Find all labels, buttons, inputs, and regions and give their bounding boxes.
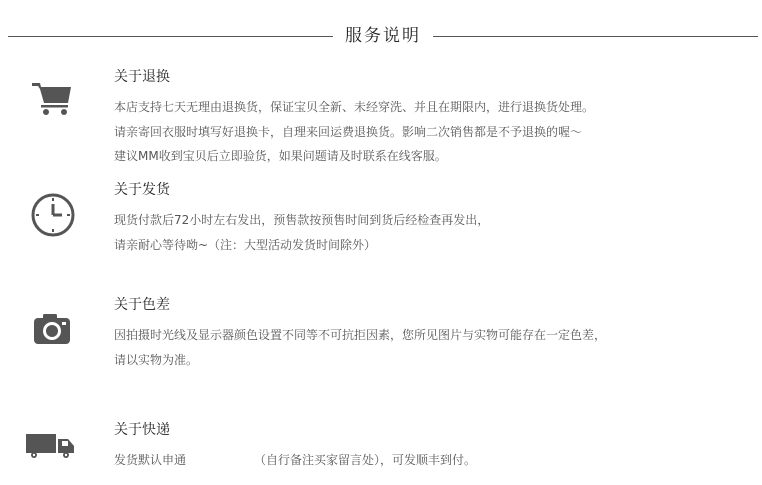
delivery-truck-icon [26,429,78,481]
header-divider-left [8,36,333,37]
text-line: 请以实物为准。 [114,352,199,367]
page-title: 服务说明 [345,26,421,46]
camera-icon [28,310,80,362]
section-title: 关于发货 [114,182,170,198]
courier-note-text: （自行备注买家留言处），可发顺丰到付。 [254,453,477,467]
section-title: 关于退换 [114,69,170,85]
default-courier-text: 发货默认申通 [114,453,187,467]
text-line: 本店支持七天无理由退换货，保证宝贝全新、未经穿洗、并且在期限内，进行退换货处理。 [114,100,595,114]
text-line: 请亲寄回衣服时填写好退换卡，自理来回运费退换货。影响二次销售都是不予退换的喔～ [114,124,583,139]
shopping-cart-icon [28,74,80,126]
text-line: 建议MM收到宝贝后立即验货，如果问题请及时联系在线客服。 [114,149,447,163]
text-line: 请亲耐心等待呦~（注：大型活动发货时间除外） [114,237,377,252]
header-divider-right [433,36,758,37]
text-line: 现货付款后72小时左右发出，预售款按预售时间到货后经检查再发出， [114,213,490,227]
section-header [8,24,758,48]
text-line: 因拍摄时光线及显示器颜色设置不同等不可抗拒因素，您所见图片与实物可能存在一定色差， [114,328,607,342]
section-title: 关于快递 [114,422,170,438]
text-line [114,448,734,473]
clock-icon [28,191,80,243]
section-title: 关于色差 [114,297,170,313]
